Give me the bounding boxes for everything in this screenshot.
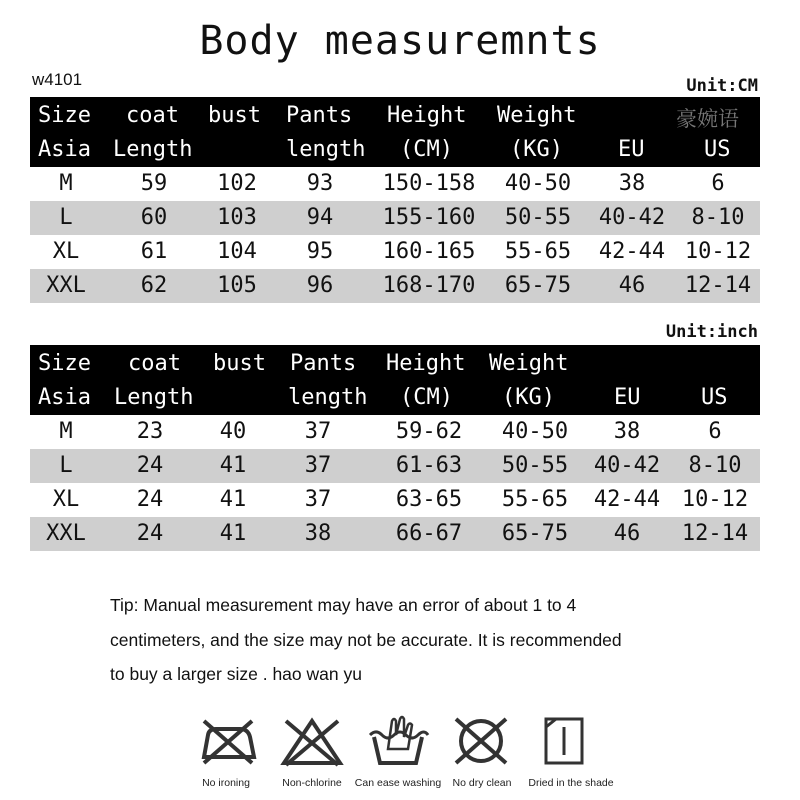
cell-us: 10-12 [684,239,752,264]
header-bust: bust [208,103,261,128]
no-ironing-icon [196,715,258,767]
cell-pants-length: 94 [306,205,334,230]
cell-bust: 102 [217,171,257,196]
header-eu: EU [618,137,645,162]
cell-coat-length: 24 [136,487,164,512]
cell-coat-length: 61 [140,239,168,264]
cell-pants-length: 37 [304,453,332,478]
cell-size: XXL [46,521,86,546]
cell-size: XL [52,239,80,264]
table-row [30,235,760,269]
header-bust: bust [213,351,266,376]
header-length: Length [113,137,193,162]
care-icons [0,715,800,800]
care-label: Dried in the shade [528,777,614,789]
header-weight: Weight [489,351,569,376]
cell-eu: 40-42 [593,453,661,478]
table-row [30,449,760,483]
cell-coat-length: 23 [136,419,164,444]
cell-eu: 46 [618,273,646,298]
cell-coat-length: 24 [136,453,164,478]
table-row [30,269,760,303]
cell-height: 168-170 [382,273,476,298]
cell-pants-length: 38 [304,521,332,546]
cell-weight: 65-75 [504,273,572,298]
cell-coat-length: 62 [140,273,168,298]
cell-pants-length: 96 [306,273,334,298]
cell-height: 63-65 [395,487,463,512]
header-height-unit: (CM) [400,137,453,162]
cell-us: 8-10 [688,453,742,478]
cell-weight: 50-55 [504,205,572,230]
dry-in-shade-icon [540,715,588,767]
care-label: No dry clean [452,777,512,789]
header-size: Size [38,103,91,128]
cell-height: 61-63 [395,453,463,478]
header-us: US [704,137,731,162]
header-height-unit: (CM) [400,385,453,410]
cell-pants-length: 37 [304,419,332,444]
cell-us: 12-14 [684,273,752,298]
table-header [30,345,760,415]
cell-coat-length: 59 [140,171,168,196]
table-row [30,483,760,517]
cell-height: 155-160 [382,205,476,230]
cell-bust: 40 [219,419,247,444]
cell-size: XXL [46,273,86,298]
header-eu: EU [614,385,641,410]
header-size: Size [38,351,91,376]
table-row [30,167,760,201]
header-coat: coat [126,103,179,128]
cell-eu: 40-42 [598,205,666,230]
cell-weight: 40-50 [501,419,569,444]
cell-eu: 38 [613,419,641,444]
cell-height: 160-165 [382,239,476,264]
size-table-cm [30,97,760,303]
header-weight-unit: (KG) [502,385,555,410]
table-row [30,201,760,235]
cell-coat-length: 60 [140,205,168,230]
cell-size: L [59,205,73,230]
cell-pants-length: 95 [306,239,334,264]
non-chlorine-icon [280,715,344,767]
cell-size: L [59,453,73,478]
cell-pants-length: 93 [306,171,334,196]
no-dry-clean-icon [450,715,512,767]
cell-weight: 50-55 [501,453,569,478]
cell-eu: 42-44 [593,487,661,512]
cell-bust: 41 [219,521,247,546]
tip-line-2: centimeters, and the size may not be accurate. It is recommended [110,629,622,650]
cell-weight: 55-65 [501,487,569,512]
brand-watermark: 豪婉语 [676,107,739,131]
unit-cm-label: Unit:CM [686,76,758,96]
header-height: Height [386,351,466,376]
header-pants-length: length [288,385,368,410]
size-table-inch [30,345,760,551]
cell-bust: 104 [217,239,257,264]
hand-wash-icon [366,715,430,767]
cell-weight: 55-65 [504,239,572,264]
cell-bust: 103 [217,205,257,230]
header-height: Height [387,103,467,128]
header-coat: coat [128,351,181,376]
cell-eu: 46 [613,521,641,546]
cell-pants-length: 37 [304,487,332,512]
cell-size: M [59,171,73,196]
care-label: Can ease washing [354,777,442,789]
table-row [30,415,760,449]
header-weight-unit: (KG) [510,137,563,162]
cell-us: 12-14 [681,521,749,546]
cell-height: 150-158 [382,171,476,196]
cell-us: 8-10 [691,205,745,230]
unit-inch-label: Unit:inch [665,322,758,342]
cell-coat-length: 24 [136,521,164,546]
tip-text [110,588,750,692]
header-pants-length: length [286,137,366,162]
product-code: w4101 [32,70,83,89]
header-pants: Pants [286,103,353,128]
header-asia: Asia [38,385,91,410]
cell-bust: 41 [219,453,247,478]
table-header [30,97,760,167]
tip-line-3: to buy a larger size . hao wan yu [110,664,362,684]
cell-weight: 40-50 [504,171,572,196]
cell-eu: 38 [618,171,646,196]
cell-us: 10-12 [681,487,749,512]
cell-bust: 41 [219,487,247,512]
cell-weight: 65-75 [501,521,569,546]
cell-size: M [59,419,73,444]
care-label: No ironing [202,777,250,789]
cell-bust: 105 [217,273,257,298]
cell-size: XL [52,487,80,512]
table-row [30,517,760,551]
header-weight: Weight [497,103,577,128]
header-us: US [701,385,728,410]
cell-height: 66-67 [395,521,463,546]
cell-us: 6 [711,171,725,196]
page-title: Body measuremnts [199,18,601,64]
care-label: Non-chlorine [282,777,342,789]
cell-eu: 42-44 [598,239,666,264]
header-pants: Pants [290,351,357,376]
cell-us: 6 [708,419,722,444]
header-length: Length [114,385,194,410]
tip-line-1: Tip: Manual measurement may have an error of about 1 to 4 [110,595,577,615]
header-asia: Asia [38,137,91,162]
cell-height: 59-62 [395,419,463,444]
